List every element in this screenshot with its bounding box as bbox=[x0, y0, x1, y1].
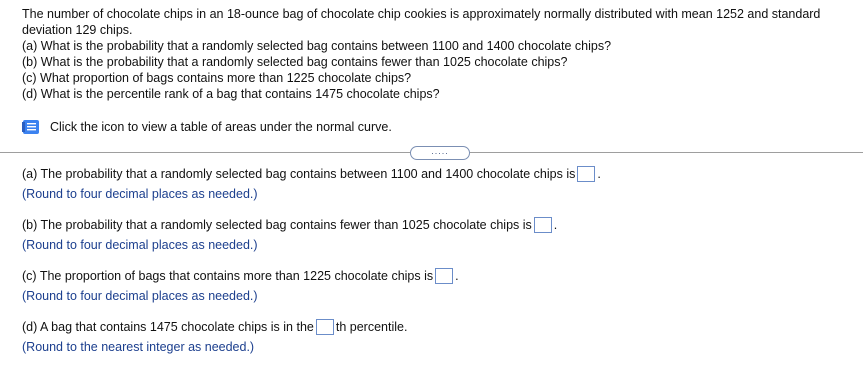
answer-c-hint: (Round to four decimal places as needed.) bbox=[22, 289, 258, 303]
answer-d-hint: (Round to the nearest integer as needed.) bbox=[22, 340, 255, 354]
answer-d-suffix: th percentile. bbox=[335, 320, 408, 334]
answer-c-text: (c) The proportion of bags that contains more than 1225 chocolate chips is bbox=[22, 269, 434, 283]
expand-button-label: ..... bbox=[431, 146, 449, 156]
answer-b-suffix: . bbox=[553, 218, 558, 232]
answer-a-suffix: . bbox=[597, 167, 601, 181]
normal-table-link[interactable]: Click the icon to view a table of areas under the normal curve. bbox=[50, 120, 392, 134]
answer-b-text: (b) The probability that a randomly selected bag contains fewer than 1025 chocolate chips is bbox=[22, 218, 532, 232]
answer-part-d bbox=[22, 319, 407, 355]
answer-d-text: (d) A bag that contains 1475 chocolate chips is in the bbox=[22, 320, 314, 334]
answer-part-a bbox=[22, 166, 601, 202]
problem-intro: The number of chocolate chips in an 18-ounce bag of chocolate chip cookies is approximately normally distributed with mean 1252 and standard deviation 129 chips. bbox=[22, 7, 821, 37]
answer-a-text: (a) The probability that a randomly selected bag contains between 1100 and 1400 chocolate chips is bbox=[22, 167, 576, 181]
normal-table-link-row[interactable] bbox=[22, 119, 392, 135]
answer-c-input[interactable] bbox=[435, 268, 453, 284]
answer-d-input[interactable] bbox=[316, 319, 334, 335]
expand-button[interactable] bbox=[410, 146, 470, 160]
answer-c-suffix: . bbox=[455, 269, 459, 283]
answer-a-input[interactable] bbox=[577, 166, 595, 182]
answer-part-b bbox=[22, 217, 557, 253]
answer-b-hint: (Round to four decimal places as needed.) bbox=[22, 238, 258, 252]
problem-part-b: (b) What is the probability that a randomly selected bag contains fewer than 1025 chocolate chips? bbox=[22, 55, 568, 69]
answer-b-input[interactable] bbox=[534, 217, 552, 233]
problem-statement bbox=[22, 6, 852, 102]
answer-part-c bbox=[22, 268, 459, 304]
answer-a-hint: (Round to four decimal places as needed.) bbox=[22, 187, 258, 201]
table-icon[interactable] bbox=[22, 119, 40, 135]
problem-part-a: (a) What is the probability that a randomly selected bag contains between 1100 and 1400 chocolate chips? bbox=[22, 39, 612, 53]
problem-part-d: (d) What is the percentile rank of a bag that contains 1475 chocolate chips? bbox=[22, 87, 440, 101]
problem-part-c: (c) What proportion of bags contains more than 1225 chocolate chips? bbox=[22, 71, 412, 85]
